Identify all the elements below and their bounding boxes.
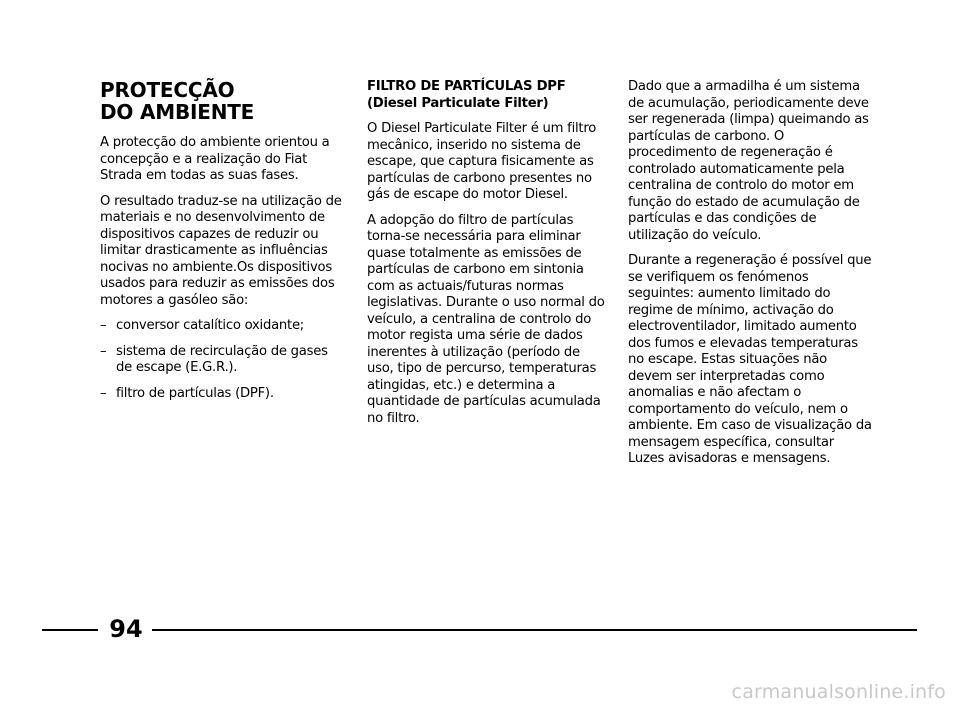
column-regeneration	[628, 79, 873, 477]
list-item	[100, 318, 345, 335]
list-item-text: filtro de partículas (DPF).	[116, 385, 274, 401]
watermark: carmanualsonline.info	[731, 681, 946, 703]
column-dpf	[367, 79, 607, 436]
column-environment	[100, 79, 345, 411]
section-title-environment	[100, 79, 345, 123]
paragraph-intro: A protecção do ambiente orientou a concepção e a realização do Fiat Strada em todas as suas fases.	[100, 135, 330, 183]
page-footer	[0, 612, 960, 644]
dash-bullet: –	[100, 318, 107, 333]
title-line-2: DO AMBIENTE	[100, 100, 255, 124]
page-number: 94	[109, 615, 143, 643]
paragraph-regeneration-effects: Durante a regeneração é possível que se verifiquem os fenómenos seguintes: aumento limitado do regime de mínimo, activação do electroventilador, limitado aumento dos fumos e elevadas temperaturas no escape. Estas situações não devem ser interpretadas como anomalias e não afectam o comportamento do veículo, nem o ambiente. Em caso de visualização da mensagem específica, consultar Luzes avisadoras e mensagens.	[628, 253, 872, 466]
footer-rule-right	[152, 629, 917, 631]
heading-line-1: FILTRO DE PARTÍCULAS DPF	[367, 79, 566, 94]
paragraph-dpf-description: O Diesel Particulate Filter é um filtro mecânico, inserido no sistema de escape, que captura fisicamente as partículas de carbono presentes no gás de escape do motor Diesel.	[367, 121, 597, 202]
section-heading-dpf	[367, 79, 607, 112]
paragraph-result: O resultado traduz-se na utilização de materiais e no desenvolvimento de dispositivos capazes de reduzir ou limitar drasticamente as influências nocivas no ambiente.Os dispositivos usados para reduzir as emissões dos motores a gasóleo são:	[100, 193, 342, 308]
paragraph-dpf-adoption: A adopção do filtro de partículas torna-se necessária para eliminar quase totalmente as emissões de partículas de carbono em sintonia com as actuais/futuras normas legislativas. Durante o uso normal do veículo, a centralina de controlo do motor regista uma série de dados inerentes à utilização (período de uso, tipo de percurso, temperaturas atingidas, etc.) e determina a quantidade de partículas acumulada no filtro.	[367, 212, 605, 426]
list-item	[100, 386, 345, 403]
list-item-text: conversor catalítico oxidante;	[116, 318, 304, 333]
dash-bullet: –	[100, 343, 107, 359]
heading-line-2: (Diesel Particulate Filter)	[367, 95, 549, 111]
dash-bullet: –	[100, 385, 107, 401]
footer-rule-left	[42, 629, 98, 631]
title-line-1: PROTECÇÃO	[100, 78, 235, 102]
list-item-text: sistema de recirculação de gases de escape (E.G.R.).	[116, 343, 328, 375]
paragraph-regeneration: Dado que a armadilha é um sistema de acumulação, periodicamente deve ser regenerada (limpa) queimando as partículas de carbono. O procedimento de regeneração é controlado automaticamente pela centralina de controlo do motor em função do estado de acumulação de partículas e das condições de utilização do veículo.	[628, 79, 869, 243]
list-item	[100, 344, 345, 377]
